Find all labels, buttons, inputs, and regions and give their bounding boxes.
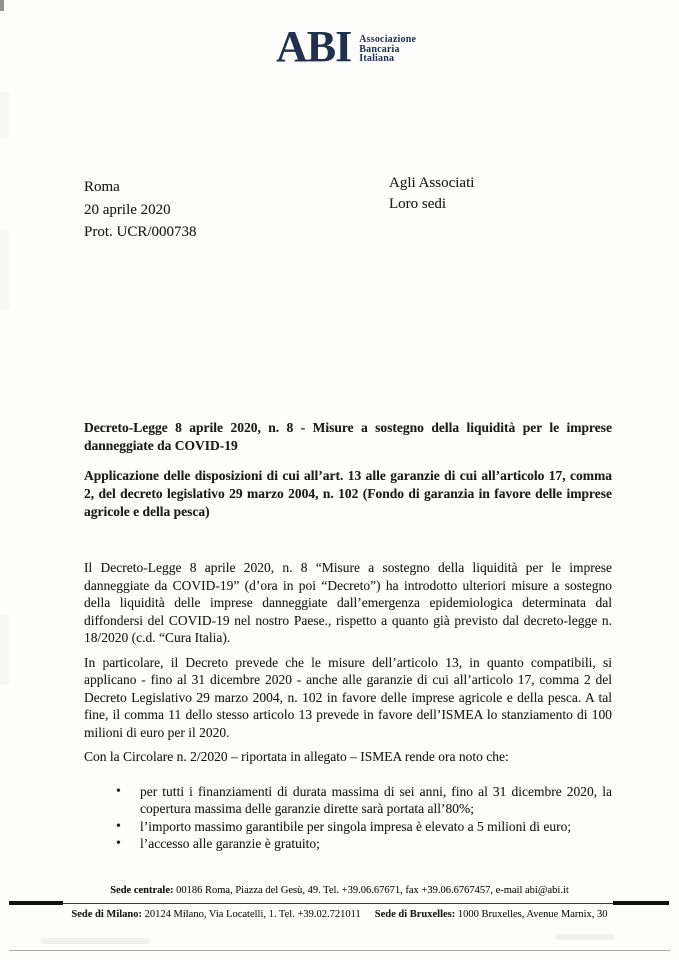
body-paragraph-2: In particolare, il Decreto prevede che le misure dell’articolo 13, in quanto compatibili, si applicano - fino al 31 dicembre 2020 - anche alle garanzie di cui all’articolo 17, comma 2 del Decreto Legislativo 29 marzo 2004, n. 102 in favore delle imprese agricole e della pesca. A tal fine, il comma 11 dello stesso articolo 13 prevede in favore dell’ISMEA lo stanziamento di 100 milioni di euro per il 2020. bbox=[84, 654, 612, 740]
scan-artifact bbox=[9, 950, 670, 951]
footer-line-2 bbox=[0, 908, 679, 921]
footer-divider-cap-right bbox=[613, 901, 669, 905]
body-paragraph-3: Con la Circolare n. 2/2020 – riportata in allegato – ISMEA rende ora noto che: bbox=[84, 749, 509, 764]
footer-divider bbox=[62, 903, 613, 904]
scan-artifact bbox=[40, 938, 150, 944]
footer-address-milano: 20124 Milano, Via Locatelli, 1. Tel. +39.02.721011 bbox=[142, 909, 361, 920]
recipient-block bbox=[389, 173, 474, 215]
bullet-item-3: • l’accesso alle garanzie è gratuito; bbox=[140, 835, 612, 853]
subject-heading-1: Decreto-Legge 8 aprile 2020, n. 8 - Misure a sostegno della liquidità per le imprese danneggiate da COVID-19 bbox=[84, 420, 612, 453]
abi-logo bbox=[276, 22, 417, 71]
footer-label-sede-centrale: Sede centrale: bbox=[110, 885, 174, 896]
recipient-line-2: Loro sedi bbox=[389, 196, 447, 212]
scan-artifact bbox=[0, 92, 9, 138]
footer-address-roma: 00186 Roma, Piazza del Gesù, 49. Tel. +39.06.67671, fax +39.06.6767457, e-mail abi@abi.it bbox=[173, 885, 569, 896]
scan-artifact bbox=[0, 230, 9, 310]
footer-label-sede-bruxelles: Sede di Bruxelles: bbox=[374, 909, 456, 920]
bullet-item-2: • l’importo massimo garantibile per singola impresa è elevato a 5 milioni di euro; bbox=[140, 818, 612, 836]
bullet-item-1: • per tutti i finanziamenti di durata massima di sei anni, fino al 31 dicembre 2020, la copertura massima delle garanzie dirette sarà portata all’80%; bbox=[140, 783, 612, 818]
footer-label-sede-milano: Sede di Milano: bbox=[71, 909, 143, 920]
footer-address-bruxelles: 1000 Bruxelles, Avenue Marnix, 30 bbox=[455, 909, 608, 920]
scan-artifact bbox=[555, 934, 615, 940]
abi-logo-abbr: ABI bbox=[276, 22, 352, 71]
scan-artifact bbox=[0, 615, 9, 685]
abi-logo-org-name bbox=[359, 35, 416, 64]
letter-date: 20 aprile 2020 bbox=[84, 201, 171, 218]
logo-org-line: Associazione bbox=[359, 34, 417, 45]
logo-org-line: Italiana bbox=[359, 53, 395, 64]
recipient-line-1: Agli Associati bbox=[389, 175, 475, 191]
footer-divider-cap-left bbox=[9, 901, 63, 905]
bullet-list bbox=[84, 783, 612, 853]
footer-line-1 bbox=[0, 884, 679, 897]
subject-heading-2: Applicazione delle disposizioni di cui all’art. 13 alle garanzie di cui all’articolo 17, comma 2, del decreto legislativo 29 marzo 2004, n. 102 (Fondo di garanzia in favore delle imprese agricole e della pesca) bbox=[84, 468, 612, 519]
sender-city: Roma bbox=[84, 179, 120, 195]
scan-artifact bbox=[0, 0, 4, 11]
date-block bbox=[84, 176, 197, 244]
logo-org-line: Bancaria bbox=[359, 43, 400, 55]
letter-content bbox=[84, 419, 612, 853]
protocol-number: Prot. UCR/000738 bbox=[84, 224, 197, 240]
body-paragraph-1: Il Decreto-Legge 8 aprile 2020, n. 8 “Misure a sostegno della liquidità per le imprese danneggiate da COVID-19” (d’ora in poi “Decreto”) ha introdotto ulteriori misure a sostegno della liquidità delle imprese danneggiate dall’emergenza epidemiologica determinata dal diffondersi del COVID-19 nel nostro Paese., rispetto a quanto già previsto dal decreto-legge n. 18/2020 (c.d. “Cura Italia). bbox=[84, 560, 612, 645]
letter-body bbox=[84, 559, 612, 853]
